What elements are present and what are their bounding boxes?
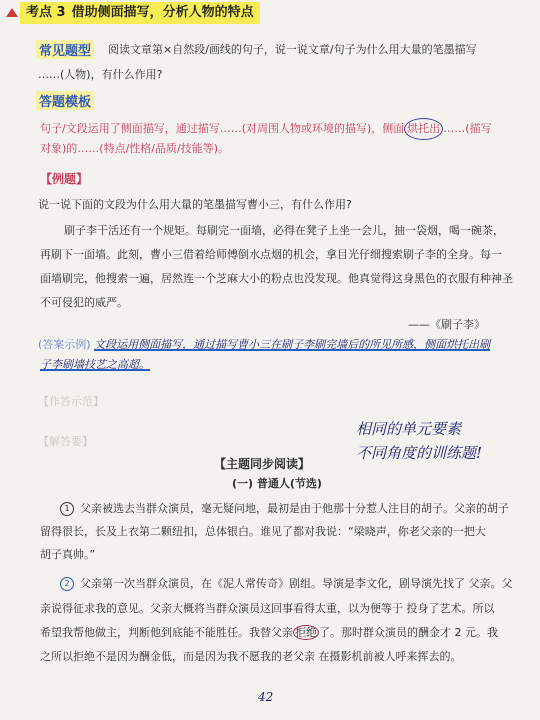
- para2-text-a: 希望我帮他做主，判断他到底能不能胜任。我替父亲: [40, 626, 293, 639]
- paragraph-number-2: 2: [60, 577, 74, 591]
- page-number: 42: [258, 690, 274, 704]
- example-para-line: 面墙刷完，他搜索一遍，居然连一个芝麻大小的粉点也没发现。他真觉得这身黑色的衣服有种神圣: [40, 272, 513, 285]
- template-text-b: ……(描写: [443, 122, 492, 135]
- answer-handwriting-line-2: 子李刷墙技艺之高超。: [40, 358, 150, 371]
- template-label: 答题模板: [36, 91, 94, 110]
- example-label: 【例题】: [40, 172, 89, 186]
- template-line-1: [40, 118, 535, 140]
- hand-circle-highlight: 烘托出: [404, 118, 443, 140]
- reading-para-1-line: [60, 500, 535, 518]
- topic-title: 借助侧面描写，分析人物的特点: [71, 5, 254, 20]
- side-note-line-1: 相同的单元要素: [356, 420, 462, 438]
- example-answer: [38, 336, 538, 354]
- reading-para-1-line: 留得很长，长及上衣第二颗纽扣，总体银白。谁见了都对我说：“梁晓声，你老父亲的一把大: [40, 525, 486, 538]
- topic-header: [20, 2, 260, 24]
- common-type-label: 常见题型: [36, 40, 94, 59]
- answer-tag: (答案示例): [38, 338, 91, 351]
- reading-para-2-line: 亲说得征求我的意见。父亲大概将当群众演员这回事看得太重，以为便等于 投身了艺术。所以: [40, 602, 495, 615]
- common-type-text-cont: ……(人物)，有什么作用?: [38, 68, 163, 81]
- template-line-2: 对象)的……(特点/性格/品质/技能等)。: [40, 142, 229, 155]
- reading-para-2-line: [40, 624, 535, 642]
- example-para-line: 再刷下一面墙。此刻，曹小三借着给师傅倒水点烟的机会，拿目光仔细搜索刷子李的全身。每一: [40, 248, 502, 261]
- template-text-a: 句子/文段运用了侧面描写，通过描写……(对周围人物或环境的描写)，侧面: [40, 122, 405, 135]
- reading-para-2-line: [60, 575, 535, 593]
- reading-subtitle: (一) 普通人(节选): [232, 477, 322, 490]
- example-question: 说一说下面的文段为什么用大量的笔墨描写曹小三，有什么作用?: [38, 198, 352, 211]
- side-note-line-2: 不同角度的训练题!: [356, 444, 483, 462]
- bleed-through-text: 【作答示范】: [38, 395, 104, 408]
- topic-number: 考点 3: [26, 5, 66, 20]
- reading-title: 【主题同步阅读】: [214, 457, 311, 471]
- para2-text: 父亲第一次当群众演员，在《泥人常传奇》剧组。导演是李文化，剧导演先找了 父亲。父: [80, 577, 513, 590]
- example-source: ——《刷子李》: [408, 318, 485, 331]
- example-para-line: 不可侵犯的威严。: [40, 296, 128, 309]
- red-circle-highlight: 拒绝: [295, 626, 317, 639]
- para1-text: 父亲被选去当群众演员，毫无疑问地，最初是由于他那十分惹人注目的胡子。父亲的胡子: [80, 502, 509, 515]
- para2-text-b: 了。那时群众演员的酬金才 2 元。我: [319, 626, 498, 639]
- common-type-text: 阅读文章第×自然段/画线的句子，说一说文章/句子为什么用大量的笔墨描写: [108, 43, 477, 56]
- example-para-line: 刷子李干活还有一个规矩。每刷完一面墙，必得在凳子上坐一会儿，抽一袋烟，喝一碗茶，: [64, 224, 504, 237]
- red-triangle-icon: [6, 8, 18, 17]
- paragraph-number-1: 1: [60, 502, 74, 516]
- reading-para-1-line: 胡子真帅。”: [40, 548, 96, 561]
- reading-para-2-line: 之所以拒绝不是因为酬金低，而是因为我不愿我的老父亲 在摄影机前被人呼来挥去的。: [40, 650, 462, 663]
- bleed-through-text: 【解答要】: [38, 435, 93, 448]
- answer-handwriting-line-1: 文段运用侧面描写，通过描写曹小三在刷子李刷完墙后的所见所感，侧面烘托出刷: [94, 338, 491, 351]
